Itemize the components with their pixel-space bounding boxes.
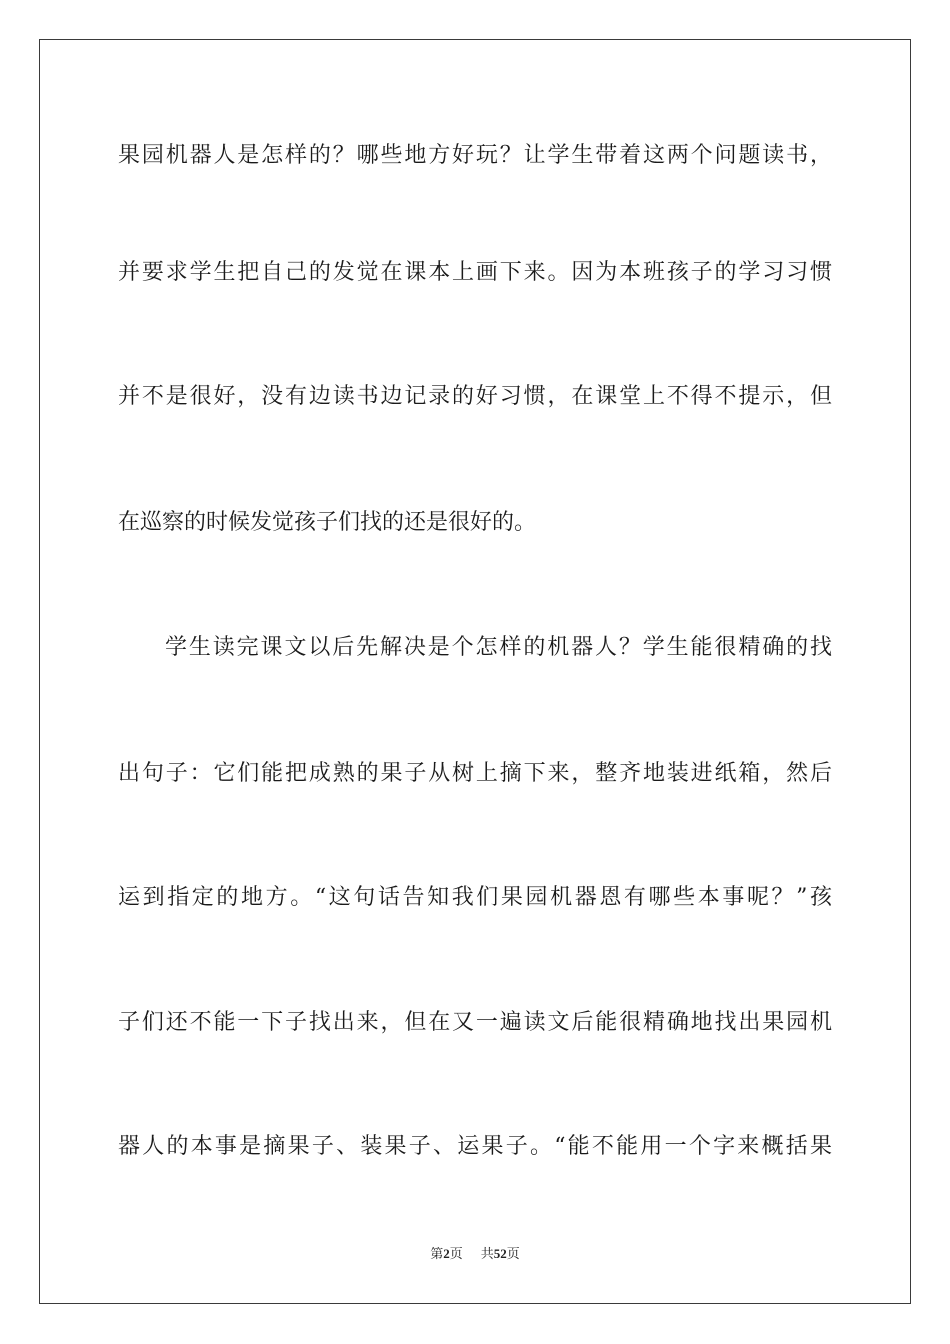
page-border xyxy=(39,39,911,1304)
page-prefix: 第 xyxy=(430,1247,444,1262)
paragraph-line: 并不是很好，没有边读书边记录的好习惯，在课堂上不得不提示，但 xyxy=(118,384,832,409)
total-suffix: 页 xyxy=(506,1247,520,1262)
paragraph-line: 学生读完课文以后先解决是个怎样的机器人？学生能很精确的找 xyxy=(165,635,832,660)
paragraph-line: 运到指定的地方。“这句话告知我们果园机器恩有哪些本事呢？”孩 xyxy=(118,885,832,910)
paragraph-line: 器人的本事是摘果子、装果子、运果子。“能不能用一个字来概括果 xyxy=(118,1134,832,1159)
page-suffix: 页 xyxy=(449,1247,463,1262)
paragraph-line: 出句子：它们能把成熟的果子从树上摘下来，整齐地装进纸箱，然后 xyxy=(118,761,832,786)
paragraph-line: 子们还不能一下子找出来，但在又一遍读文后能很精确地找出果园机 xyxy=(118,1010,832,1035)
total-prefix: 共 xyxy=(480,1247,494,1262)
page-footer xyxy=(0,1245,950,1264)
paragraph-line: 果园机器人是怎样的？哪些地方好玩？让学生带着这两个问题读书， xyxy=(118,143,832,168)
paragraph-line: 并要求学生把自己的发觉在课本上画下来。因为本班孩子的学习习惯 xyxy=(118,260,832,285)
paragraph-line: 在巡察的时候发觉孩子们找的还是很好的。 xyxy=(118,510,537,535)
total-pages: 52 xyxy=(493,1246,507,1261)
page-number: 2 xyxy=(443,1246,450,1261)
